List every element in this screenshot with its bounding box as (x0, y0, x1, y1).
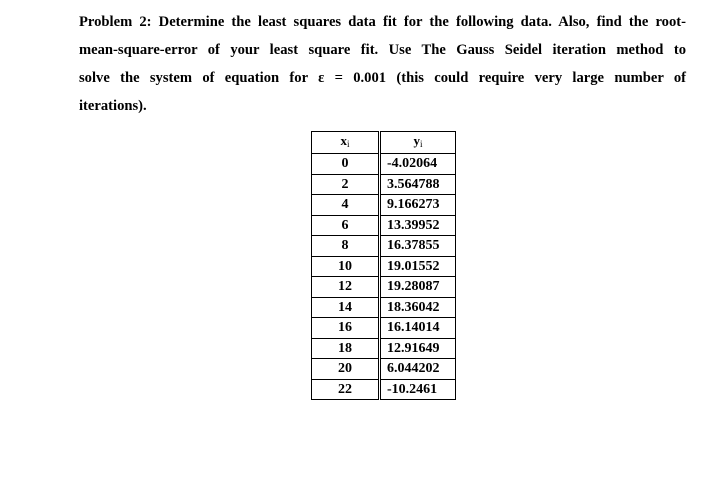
y-value-cell: 18.36042 (380, 297, 456, 318)
table-header-row (312, 132, 456, 154)
y-value-cell: 19.28087 (380, 277, 456, 298)
x-value-cell: 8 (312, 236, 380, 257)
y-value-cell: -4.02064 (380, 154, 456, 175)
table-row (312, 154, 456, 175)
table-row (312, 318, 456, 339)
y-value-cell: 16.37855 (380, 236, 456, 257)
y-value-cell: 16.14014 (380, 318, 456, 339)
table-row (312, 277, 456, 298)
header-x-subscript: i (346, 139, 350, 149)
table-row (312, 297, 456, 318)
y-value-cell: 6.044202 (380, 359, 456, 380)
header-y (380, 132, 456, 154)
header-x (312, 132, 380, 154)
problem-statement (79, 8, 686, 120)
header-x-label: x (340, 133, 347, 148)
problem-line-4: iterations). (79, 98, 147, 114)
x-value-cell: 10 (312, 256, 380, 277)
header-y-subscript: i (419, 139, 423, 149)
problem-line-1: Problem 2: Determine the least squares data fit for the following data. Also, find the root- (79, 14, 686, 30)
table-row (312, 338, 456, 359)
table-row (312, 236, 456, 257)
x-value-cell: 18 (312, 338, 380, 359)
x-value-cell: 0 (312, 154, 380, 175)
y-value-cell: -10.2461 (380, 379, 456, 400)
table-body (312, 154, 456, 400)
header-y-label: y (413, 133, 420, 148)
table-row (312, 215, 456, 236)
table-row (312, 359, 456, 380)
x-value-cell: 22 (312, 379, 380, 400)
x-value-cell: 12 (312, 277, 380, 298)
y-value-cell: 12.91649 (380, 338, 456, 359)
x-value-cell: 2 (312, 174, 380, 195)
data-table (311, 131, 456, 400)
y-value-cell: 3.564788 (380, 174, 456, 195)
y-value-cell: 13.39952 (380, 215, 456, 236)
x-value-cell: 20 (312, 359, 380, 380)
x-value-cell: 14 (312, 297, 380, 318)
problem-line-2: mean-square-error of your least square fit. Use The Gauss Seidel iteration method to (79, 42, 686, 58)
y-value-cell: 19.01552 (380, 256, 456, 277)
y-value-cell: 9.166273 (380, 195, 456, 216)
x-value-cell: 16 (312, 318, 380, 339)
x-value-cell: 4 (312, 195, 380, 216)
table-row (312, 256, 456, 277)
problem-line-3: solve the system of equation for ε = 0.001 (this could require very large number of (79, 70, 686, 86)
table-row (312, 379, 456, 400)
x-value-cell: 6 (312, 215, 380, 236)
table-row (312, 174, 456, 195)
table-row (312, 195, 456, 216)
